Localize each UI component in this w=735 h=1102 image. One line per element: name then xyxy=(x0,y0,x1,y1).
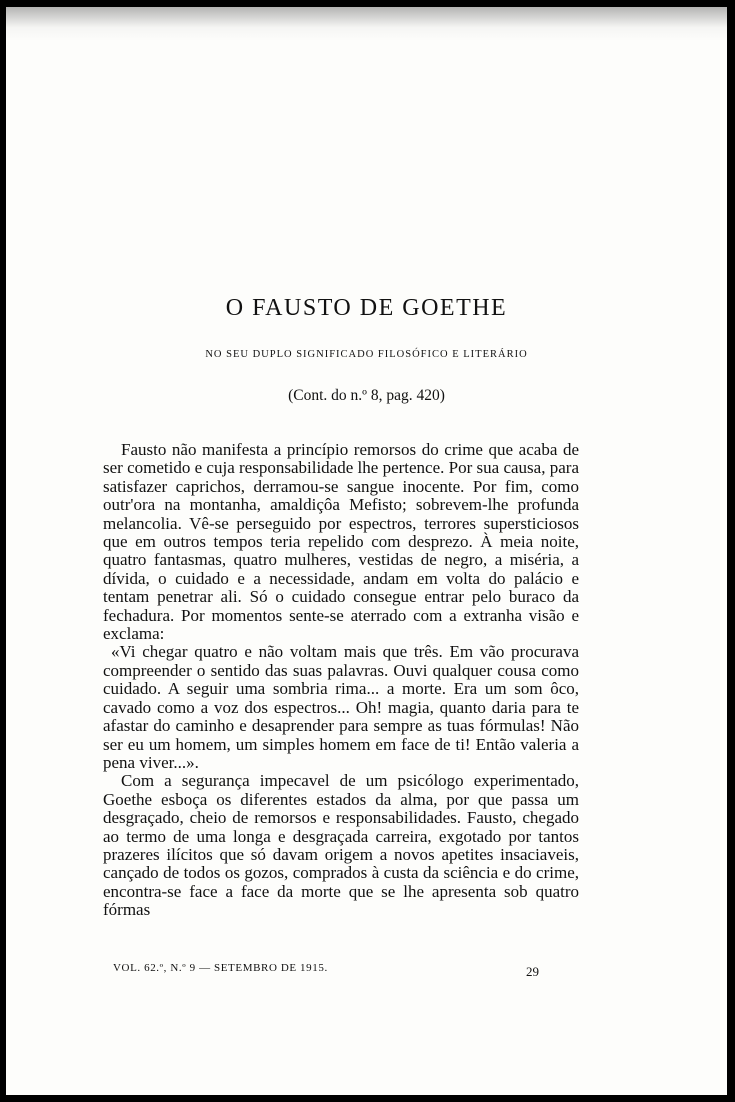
paragraph-2-quote: «Vi chegar quatro e não voltam mais que três. Em vão procurava compreender o sentido das suas palavras. Ouvi qualquer cousa como cuidado. A seguir uma sombria rima... a morte. Era um som ôco, cavado como a voz dos espectros... Oh! magia, quanto daria para te afastar do caminho e desaprender para sempre as tuas fórmulas! Não ser eu um homem, um simples homem em face de ti! Então valeria a pena viver...». xyxy=(103,642,579,772)
paragraph-3: Com a segurança impecavel de um psicólogo experimentado, Goethe esboça os diferentes estados da alma, por que passa um desgraçado, cheio de remorsos e responsabilidades. Fausto, chegado ao termo de uma longa e desgraçada carreira, exgotado por tantos prazeres ilícitos que só davam origem a novos apetites insaciaveis, cançado de todos os gozos, comprados à custa da sciência e do crime, encontra-se face a face da morte que se lhe apresenta sob quatro fórmas xyxy=(103,771,579,920)
scan-shadow xyxy=(6,7,727,41)
article-title: O FAUSTO DE GOETHE xyxy=(225,295,508,321)
page-number: 29 xyxy=(526,964,539,979)
article-body xyxy=(103,441,579,920)
paragraph-1: Fausto não manifesta a princípio remorsos do crime que acaba de ser cometido e cuja responsabilidade lhe pertence. Por sua causa, para satisfazer caprichos, derramou-se sangue inocente. Por fim, como outr'ora na montanha, amaldiçôa Mefisto; sobrevem-lhe profunda melancolia. Vê-se perseguido por espectros, terrores supersticiosos que em outros tempos teria repelido com desprezo. À meia noite, quatro fantasmas, quatro mulheres, vestidas de negro, a miséria, a dívida, o cuidado e a necessidade, andam em volta do palácio e tentam penetrar ali. Só o cuidado consegue entrar pelo buraco da fechadura. Por momentos sente-se aterrado com a extranha visão e exclama: xyxy=(103,440,579,644)
scanned-page xyxy=(6,7,727,1095)
volume-info: VOL. 62.º, N.º 9 — SETEMBRO DE 1915. xyxy=(113,962,328,974)
article-subtitle: NO SEU DUPLO SIGNIFICADO FILOSÓFICO E LITERÁRIO xyxy=(205,349,528,360)
continuation-note: (Cont. do n.º 8, pag. 420) xyxy=(288,387,445,404)
